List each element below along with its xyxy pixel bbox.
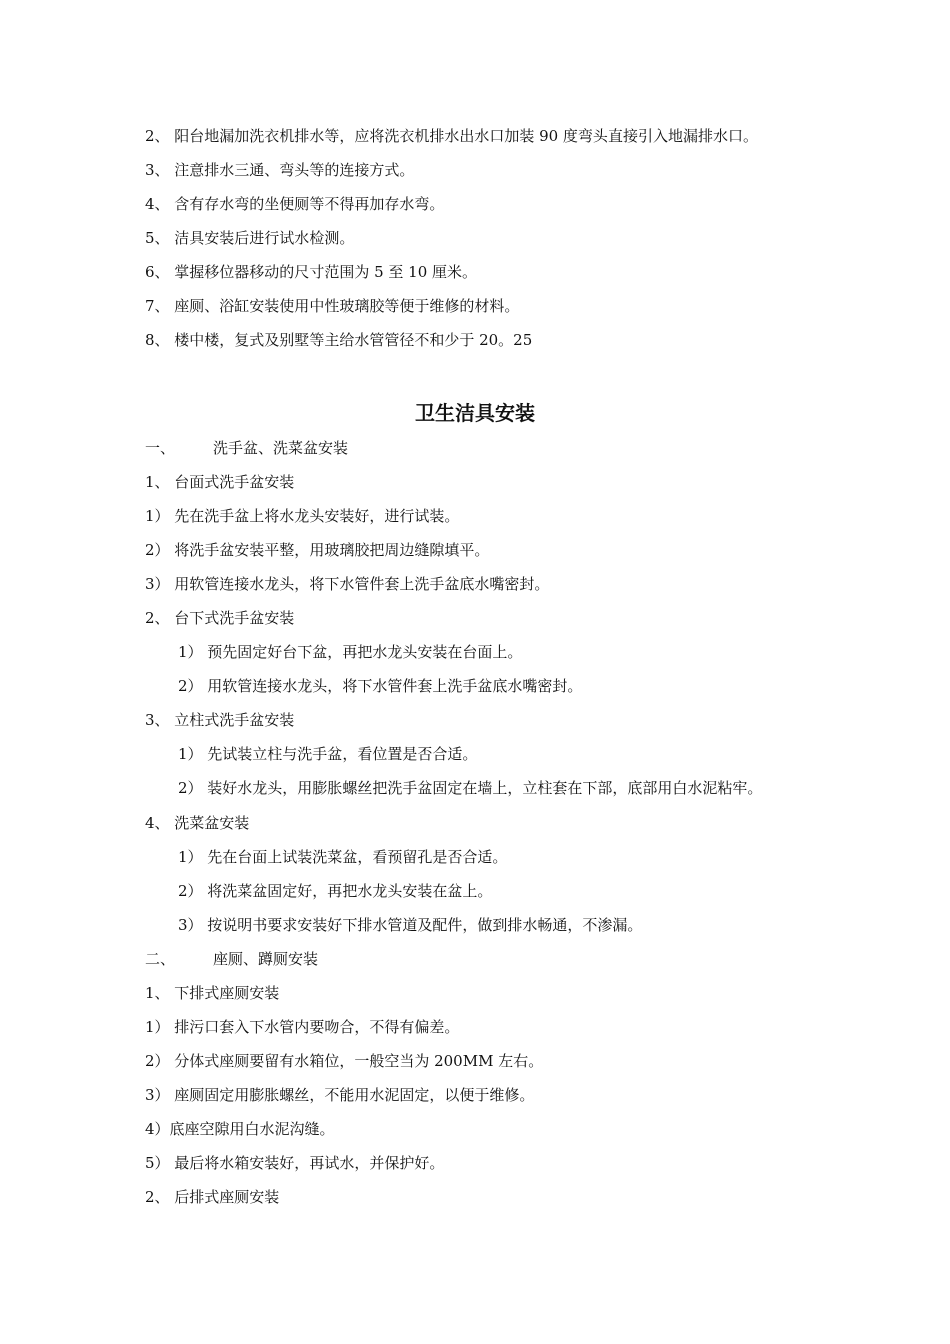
list-item: 3） 用软管连接水龙头，将下水管件套上洗手盆底水嘴密封。 [145, 575, 550, 593]
list-item: 1） 先在洗手盆上将水龙头安装好，进行试装。 [145, 507, 460, 525]
list-item: 3） 按说明书要求安装好下排水管道及配件，做到排水畅通，不渗漏。 [178, 916, 643, 934]
list-item: 1） 预先固定好台下盆，再把水龙头安装在台面上。 [178, 643, 523, 661]
list-item: 3、 注意排水三通、弯头等的连接方式。 [145, 161, 415, 179]
part-heading [145, 438, 348, 458]
subsection-heading: 1、 台面式洗手盆安装 [145, 473, 295, 491]
list-item: 2） 用软管连接水龙头，将下水管件套上洗手盆底水嘴密封。 [178, 677, 583, 695]
list-item: 3） 座厕固定用膨胀螺丝，不能用水泥固定，以便于维修。 [145, 1086, 535, 1104]
list-item: 2） 将洗菜盆固定好，再把水龙头安装在盆上。 [178, 882, 493, 900]
list-item: 2） 分体式座厕要留有水箱位，一般空当为 200MM 左右。 [145, 1052, 544, 1070]
list-item: 2） 装好水龙头，用膨胀螺丝把洗手盆固定在墙上，立柱套在下部，底部用白水泥粘牢。 [178, 779, 763, 797]
subsection-heading: 4、 洗菜盆安装 [145, 814, 250, 832]
part-heading-text: 座厕、蹲厕安装 [213, 950, 319, 968]
subsection-heading: 3、 立柱式洗手盆安装 [145, 711, 295, 729]
list-item: 5、 洁具安装后进行试水检测。 [145, 229, 355, 247]
subsection-heading: 2、 后排式座厕安装 [145, 1188, 280, 1206]
subsection-heading: 1、 下排式座厕安装 [145, 984, 280, 1002]
list-item: 1） 先试装立柱与洗手盆，看位置是否合适。 [178, 745, 478, 763]
section-title: 卫生洁具安装 [415, 401, 535, 425]
part-number: 二、 [145, 950, 176, 968]
part-heading-text: 洗手盆、洗菜盆安装 [213, 439, 349, 457]
part-number: 一、 [145, 439, 176, 457]
list-item: 2、 阳台地漏加洗衣机排水等，应将洗衣机排水出水口加装 90 度弯头直接引入地漏排水口。 [145, 127, 758, 145]
list-item: 7、 座厕、浴缸安装使用中性玻璃胶等便于维修的材料。 [145, 297, 520, 315]
list-item: 6、 掌握移位器移动的尺寸范围为 5 至 10 厘米。 [145, 263, 478, 281]
list-item: 1） 先在台面上试装洗菜盆，看预留孔是否合适。 [178, 848, 508, 866]
list-item: 4、 含有存水弯的坐便厕等不得再加存水弯。 [145, 195, 445, 213]
list-item: 2） 将洗手盆安装平整，用玻璃胶把周边缝隙填平。 [145, 541, 490, 559]
list-item: 5） 最后将水箱安装好，再试水，并保护好。 [145, 1154, 445, 1172]
part-heading [145, 949, 318, 969]
list-item: 1） 排污口套入下水管内要吻合，不得有偏差。 [145, 1018, 460, 1036]
list-item: 4）底座空隙用白水泥沟缝。 [145, 1120, 335, 1138]
subsection-heading: 2、 台下式洗手盆安装 [145, 609, 295, 627]
list-item: 8、 楼中楼，复式及别墅等主给水管管径不和少于 20。25 [145, 331, 533, 349]
